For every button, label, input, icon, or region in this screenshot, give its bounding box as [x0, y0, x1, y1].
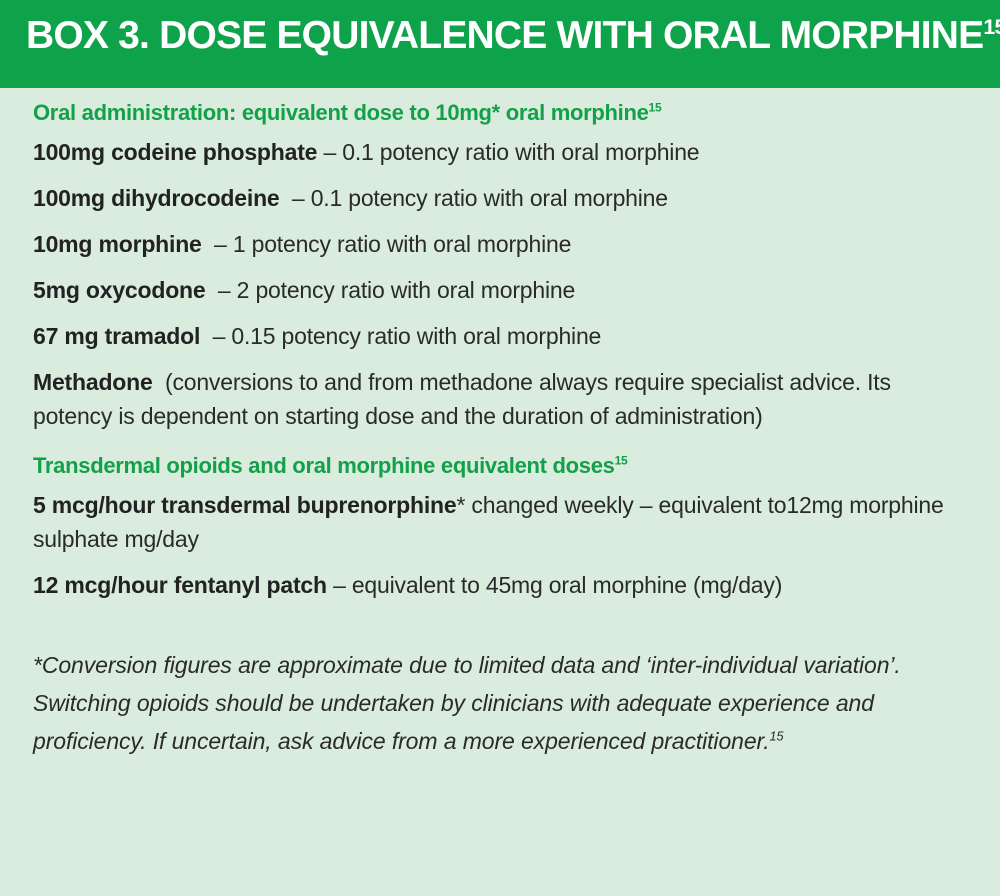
- footnote: *Conversion figures are approximate due to limited data and ‘inter-individual variation’. Switching opioids should be undertaken by clinicians with adequate experience and proficiency. If uncertain, ask advice from a more experienced practitioner.$^{15}$: [33, 652, 901, 754]
- title-reference: 15: [983, 15, 1006, 39]
- transdermal-heading: Transdermal opioids and oral morphine equivalent doses$^{15}$: [33, 453, 628, 478]
- box-header: [0, 0, 1006, 88]
- dose-item-dihydrocodeine: 100mg dihydrocodeine – 0.1 potency ratio with oral morphine: [33, 185, 668, 211]
- transdermal-heading-reference: 15: [614, 453, 628, 468]
- footnote-reference: 15: [769, 729, 784, 744]
- oral-heading-reference: 15: [648, 100, 662, 115]
- transdermal-list: [33, 488, 973, 602]
- dose-item-buprenorphine: 5 mcg/hour transdermal buprenorphine* changed weekly – equivalent to12mg morphine sulphate mg/day: [33, 492, 944, 552]
- dose-item-codeine: 100mg codeine phosphate – 0.1 potency ratio with oral morphine: [33, 139, 700, 165]
- dose-item-tramadol: 67 mg tramadol – 0.15 potency ratio with oral morphine: [33, 323, 602, 349]
- dose-item-fentanyl: 12 mcg/hour fentanyl patch – equivalent to 45mg oral morphine (mg/day): [33, 572, 783, 598]
- oral-list: [33, 135, 973, 433]
- oral-heading: Oral administration: equivalent dose to 10mg* oral morphine$^{15}$: [33, 100, 662, 125]
- dose-item-oxycodone: 5mg oxycodone – 2 potency ratio with oral morphine: [33, 277, 576, 303]
- dose-item-morphine: 10mg morphine – 1 potency ratio with oral morphine: [33, 231, 572, 257]
- dose-item-methadone: Methadone (conversions to and from methadone always require specialist advice. Its potency is dependent on starting dose and the duration of administration): [33, 369, 891, 429]
- box-content: [33, 100, 973, 760]
- box-title: BOX 3. DOSE EQUIVALENCE WITH ORAL MORPHINE$^{15}$: [26, 14, 1006, 57]
